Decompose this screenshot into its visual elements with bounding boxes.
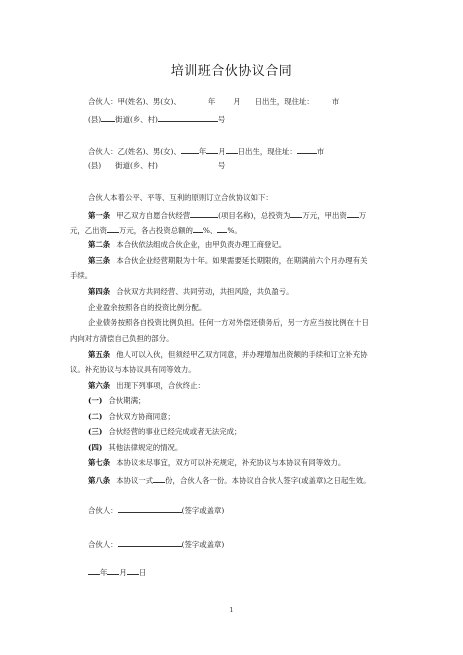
partner-a-day-address: 日出生，现住址： <box>254 97 314 106</box>
signature-hint: (签字或盖章) <box>181 506 225 515</box>
blank-line <box>127 566 139 575</box>
partner-b-month: 月 <box>218 147 226 156</box>
blank-line <box>297 145 317 154</box>
article-2 <box>88 240 286 250</box>
partner-b-day-address: 日出生，现住址： <box>237 147 297 156</box>
signature-blank <box>118 538 182 547</box>
blank-line <box>290 209 302 218</box>
signature-hint: (签字或盖章) <box>181 540 225 549</box>
signature-label: 合伙人： <box>88 506 118 515</box>
article-5-label: 第五条 <box>88 350 111 359</box>
partner-a-number: 号 <box>217 115 226 124</box>
article-4-label: 第四条 <box>88 287 111 296</box>
partner-b-number: 号 <box>217 161 226 170</box>
article-1-text: %、 <box>202 226 218 235</box>
list-item <box>88 443 182 453</box>
partner-b-county: (县) <box>88 161 102 170</box>
list-item <box>88 427 241 437</box>
article-1-text: 元，乙出资 <box>70 226 107 235</box>
article-8-text: 本协议一式 <box>116 476 154 485</box>
partner-b-year: 年 <box>198 147 207 156</box>
blank-line <box>101 113 115 122</box>
article-5-line-2: 议。补充协议与本协议具有同等效力。 <box>70 365 196 374</box>
date-day: 日 <box>138 568 147 577</box>
article-3-line-2: 手续。 <box>70 271 93 280</box>
debt-paragraph-line-2: 内向对方清偿自己负担的部分。 <box>70 334 174 343</box>
article-7-label: 第七条 <box>88 458 111 467</box>
article-4 <box>88 287 294 297</box>
article-2-label: 第二条 <box>88 240 111 249</box>
debt-paragraph-line-1: 企业债务按照各自投资比例负担。任何一方对外偿还债务后，另一方应当按比例在十日 <box>88 318 369 327</box>
document-title: 培训班合伙协议合同 <box>170 64 293 79</box>
article-2-text: 本合伙依法组成合伙企业，由甲负责办理工商登记。 <box>116 240 287 249</box>
article-1-label: 第一条 <box>88 211 111 220</box>
list-item-number: (三) <box>88 427 103 436</box>
date-line <box>88 566 146 578</box>
article-1-text: 万 <box>358 211 367 220</box>
article-3-text: 本合伙企业经营期限为十年。如果需要延长期限的，在期满前六个月办理有关 <box>116 256 368 265</box>
list-item-text: 合伙期满； <box>108 396 146 405</box>
blank-line <box>206 145 218 154</box>
partner-a-line-1 <box>88 97 339 107</box>
partner-a-city: 市 <box>331 97 340 106</box>
list-item-text: 其他法律规定的情况。 <box>108 443 183 452</box>
blank-line <box>158 113 218 122</box>
blank-line <box>347 209 359 218</box>
list-item <box>88 412 175 422</box>
blank-line <box>153 474 165 483</box>
article-8-label: 第八条 <box>88 476 111 485</box>
signature-line-2 <box>88 538 224 550</box>
partner-a-year: 年 <box>207 97 216 106</box>
article-1-text: 万元，各占投资总额的 <box>118 226 193 235</box>
article-1-line-1 <box>88 209 366 221</box>
partner-a-label: 合伙人：甲(姓名)、男(女)、 <box>88 97 181 106</box>
article-6-text: 出现下列事项，合伙终止： <box>116 381 205 390</box>
signature-label: 合伙人： <box>88 540 118 549</box>
list-item-text: 合伙经营的事业已经完成或者无法完成； <box>108 427 242 436</box>
article-6-label: 第六条 <box>88 381 111 390</box>
partner-a-county: (县) <box>88 115 102 124</box>
blank-line <box>88 566 100 575</box>
date-month: 月 <box>119 568 127 577</box>
article-8 <box>88 474 370 486</box>
list-item-number: (二) <box>88 412 103 421</box>
signature-blank <box>118 504 182 513</box>
article-5-line-1 <box>88 350 367 360</box>
article-1-text: (项目名称)，总投资为 <box>218 211 291 220</box>
blank-line <box>181 145 199 154</box>
partner-a-street: 街道(乡、村) <box>115 115 158 124</box>
page-number: 1 <box>229 606 234 614</box>
profit-paragraph: 企业盈余按照各自的投资比例分配。 <box>88 303 207 312</box>
article-4-text: 合伙双方共同经营、共同劳动，共担风险，共负盈亏。 <box>116 287 294 296</box>
blank-line <box>217 224 227 233</box>
intro-paragraph: 合伙人本着公平、平等、互利的原则订立合伙协议如下： <box>88 193 273 202</box>
article-8-text: 份，合伙人各一份。本协议自合伙人签字(或盖章)之日起生效。 <box>165 476 371 485</box>
article-7-text: 本协议未尽事宜，双方可以补充规定，补充协议与本协议有同等效力。 <box>116 458 346 467</box>
date-year: 年 <box>100 568 108 577</box>
article-3-label: 第三条 <box>88 256 111 265</box>
blank-line <box>107 566 119 575</box>
list-item <box>88 396 145 406</box>
blank-line <box>226 145 238 154</box>
partner-a-month: 月 <box>233 97 241 106</box>
article-1-text: 甲乙双方自愿合伙经营 <box>116 211 191 220</box>
article-1-text: %。 <box>227 226 242 235</box>
blank-line <box>107 224 119 233</box>
partner-b-label: 合伙人：乙(姓名)、男(女)、 <box>88 147 181 156</box>
blank-line <box>190 209 218 218</box>
partner-b-city: 市 <box>316 147 325 156</box>
partner-b-street: 街道(乡、村) <box>115 161 158 170</box>
partner-a-line-2 <box>88 113 225 125</box>
blank-line <box>193 224 203 233</box>
article-7 <box>88 458 345 468</box>
article-3-line-1 <box>88 256 367 266</box>
article-1-text: 万元，甲出资 <box>302 211 347 220</box>
list-item-number: (一) <box>88 396 103 405</box>
article-6 <box>88 381 205 391</box>
list-item-number: (四) <box>88 443 103 452</box>
partner-b-line-1 <box>88 145 324 157</box>
list-item-text: 合伙双方协商同意； <box>108 412 175 421</box>
article-1-line-2 <box>70 224 242 236</box>
signature-line-1 <box>88 504 224 516</box>
article-5-text: 他人可以入伙，但须经甲乙双方同意，并办理增加出资额的手续和订立补充协 <box>116 350 368 359</box>
partner-b-line-2 <box>88 161 225 171</box>
